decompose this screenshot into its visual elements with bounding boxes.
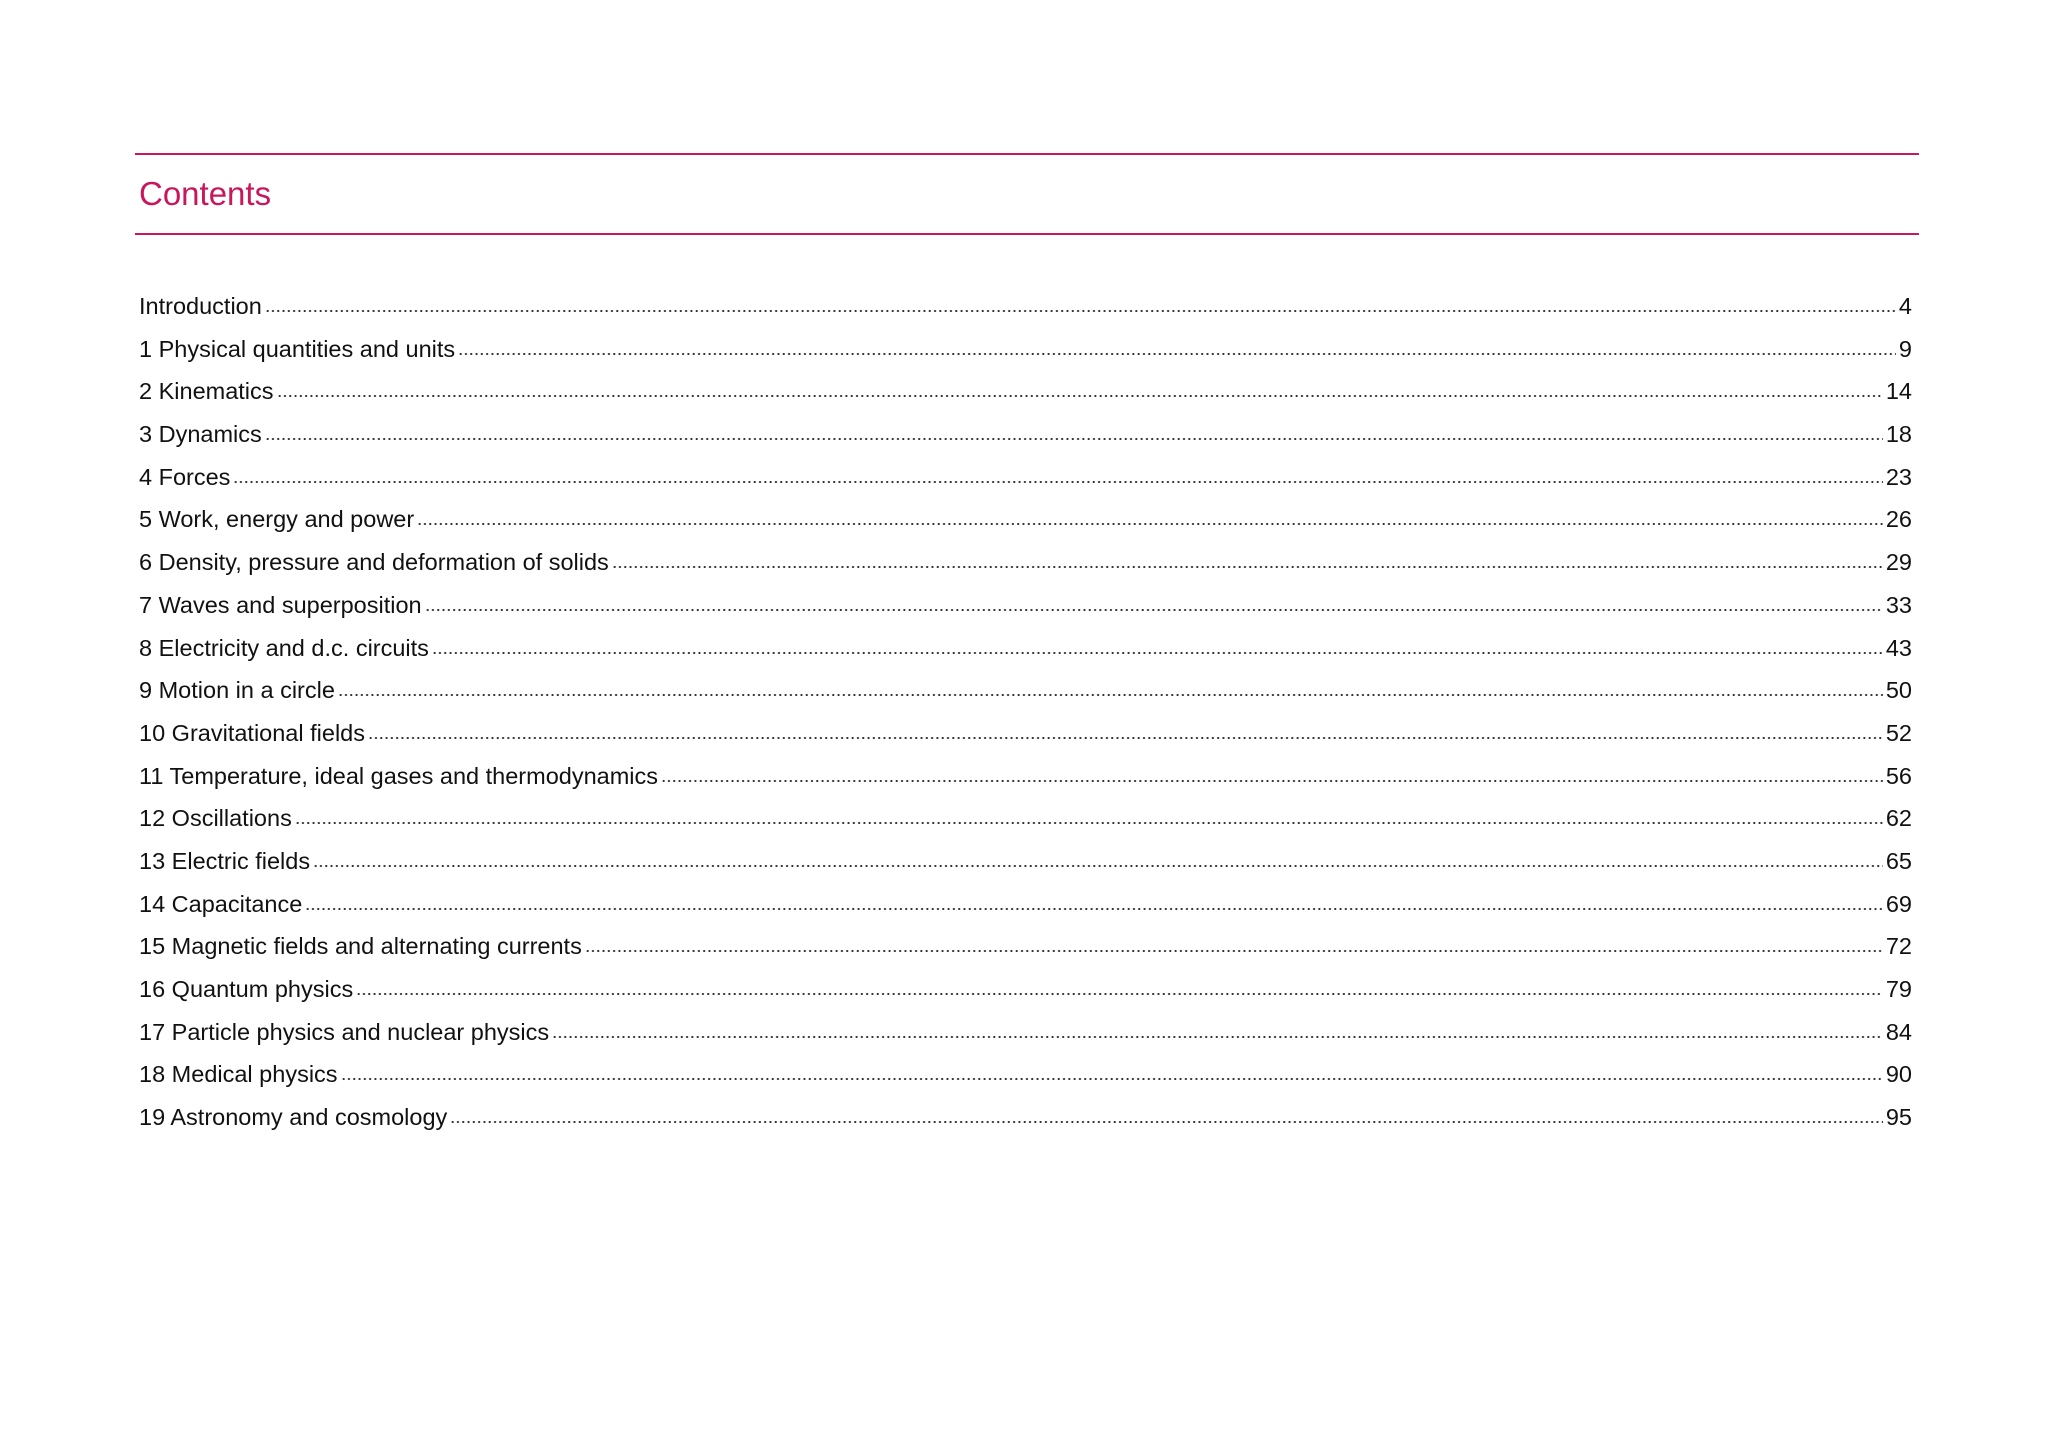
toc-dot-leader [458,351,1896,357]
toc-entry-page-number: 43 [1885,634,1912,661]
toc-entry[interactable] [139,760,1912,803]
toc-entry[interactable] [139,1101,1912,1144]
toc-entry-title: 7 Waves and superposition [139,591,422,618]
toc-entry-title: 5 Work, energy and power [139,506,415,533]
toc-entry-title: 18 Medical physics [139,1061,338,1088]
toc-entry-page-number: 72 [1885,933,1912,960]
toc-entry-title: 9 Motion in a circle [139,677,335,704]
toc-entry[interactable] [139,546,1912,589]
toc-dot-leader [432,650,1883,656]
toc-dot-leader [341,1076,1883,1082]
toc-dot-leader [417,521,1883,527]
toc-entry-title: 10 Gravitational fields [139,719,365,746]
toc-entry-page-number: 95 [1885,1104,1912,1131]
toc-dot-leader [233,479,1882,485]
toc-dot-leader [277,393,1883,399]
toc-entry-title: 13 Electric fields [139,847,311,874]
toc-entry[interactable] [139,888,1912,931]
toc-entry-page-number: 50 [1885,677,1912,704]
toc-entry[interactable] [139,930,1912,973]
toc-dot-leader [425,607,1883,613]
toc-entry-title: 17 Particle physics and nuclear physics [139,1018,550,1045]
toc-entry[interactable] [139,845,1912,888]
toc-entry[interactable] [139,290,1912,333]
toc-dot-leader [368,735,1883,741]
toc-entry-page-number: 79 [1885,976,1912,1002]
heading-top-rule [135,153,1919,155]
toc-entry-title: 4 Forces [139,463,231,490]
toc-dot-leader [585,948,1883,954]
heading-bottom-rule [135,233,1919,235]
toc-entry[interactable] [139,461,1912,504]
toc-entry-page-number: 33 [1885,591,1912,618]
toc-dot-leader [661,778,1883,784]
table-of-contents [139,290,1912,1144]
toc-entry[interactable] [139,802,1912,845]
toc-entry-title: Introduction [139,293,262,319]
toc-entry-page-number: 9 [1898,335,1912,362]
toc-entry-page-number: 52 [1885,719,1912,746]
toc-dot-leader [295,820,1883,826]
toc-entry-title: 19 Astronomy and cosmology [139,1104,448,1131]
toc-entry[interactable] [139,333,1912,376]
toc-entry-page-number: 26 [1885,506,1912,533]
toc-entry[interactable] [139,973,1912,1016]
toc-entry-title: 14 Capacitance [139,890,303,917]
toc-entry-page-number: 18 [1885,421,1912,448]
toc-entry-page-number: 62 [1885,805,1912,832]
toc-dot-leader [612,564,1883,570]
toc-entry-title: 11 Temperature, ideal gases and thermodynamics [139,762,659,789]
toc-entry-page-number: 23 [1885,463,1912,490]
toc-entry-title: 12 Oscillations [139,805,292,832]
toc-entry[interactable] [139,589,1912,632]
toc-entry-title: 16 Quantum physics [139,976,354,1002]
toc-entry-title: 2 Kinematics [139,378,274,405]
toc-dot-leader [265,436,1883,442]
toc-entry-page-number: 90 [1885,1061,1912,1088]
toc-entry[interactable] [139,418,1912,461]
toc-entry-title: 15 Magnetic fields and alternating currents [139,933,582,960]
toc-dot-leader [313,863,1883,869]
toc-entry-page-number: 29 [1885,549,1912,576]
toc-entry-page-number: 14 [1885,378,1912,405]
toc-entry-page-number: 4 [1898,293,1912,319]
contents-heading: Contents [139,175,272,212]
toc-entry[interactable] [139,375,1912,418]
toc-dot-leader [265,308,1896,314]
toc-dot-leader [450,1119,1883,1125]
toc-entry[interactable] [139,1058,1912,1101]
toc-dot-leader [552,1034,1883,1040]
toc-entry[interactable] [139,674,1912,717]
toc-entry-title: 3 Dynamics [139,421,262,448]
toc-entry-title: 8 Electricity and d.c. circuits [139,634,429,661]
toc-entry-page-number: 69 [1885,890,1912,917]
toc-entry-page-number: 56 [1885,762,1912,789]
toc-entry-title: 6 Density, pressure and deformation of solids [139,549,609,576]
toc-entry[interactable] [139,717,1912,760]
toc-dot-leader [338,692,1883,698]
toc-dot-leader [305,906,1883,912]
toc-entry-page-number: 84 [1885,1018,1912,1045]
toc-entry[interactable] [139,503,1912,546]
toc-entry-title: 1 Physical quantities and units [139,335,456,362]
toc-entry-page-number: 65 [1885,847,1912,874]
toc-entry[interactable] [139,632,1912,675]
toc-entry[interactable] [139,1016,1912,1059]
toc-dot-leader [356,991,1883,997]
